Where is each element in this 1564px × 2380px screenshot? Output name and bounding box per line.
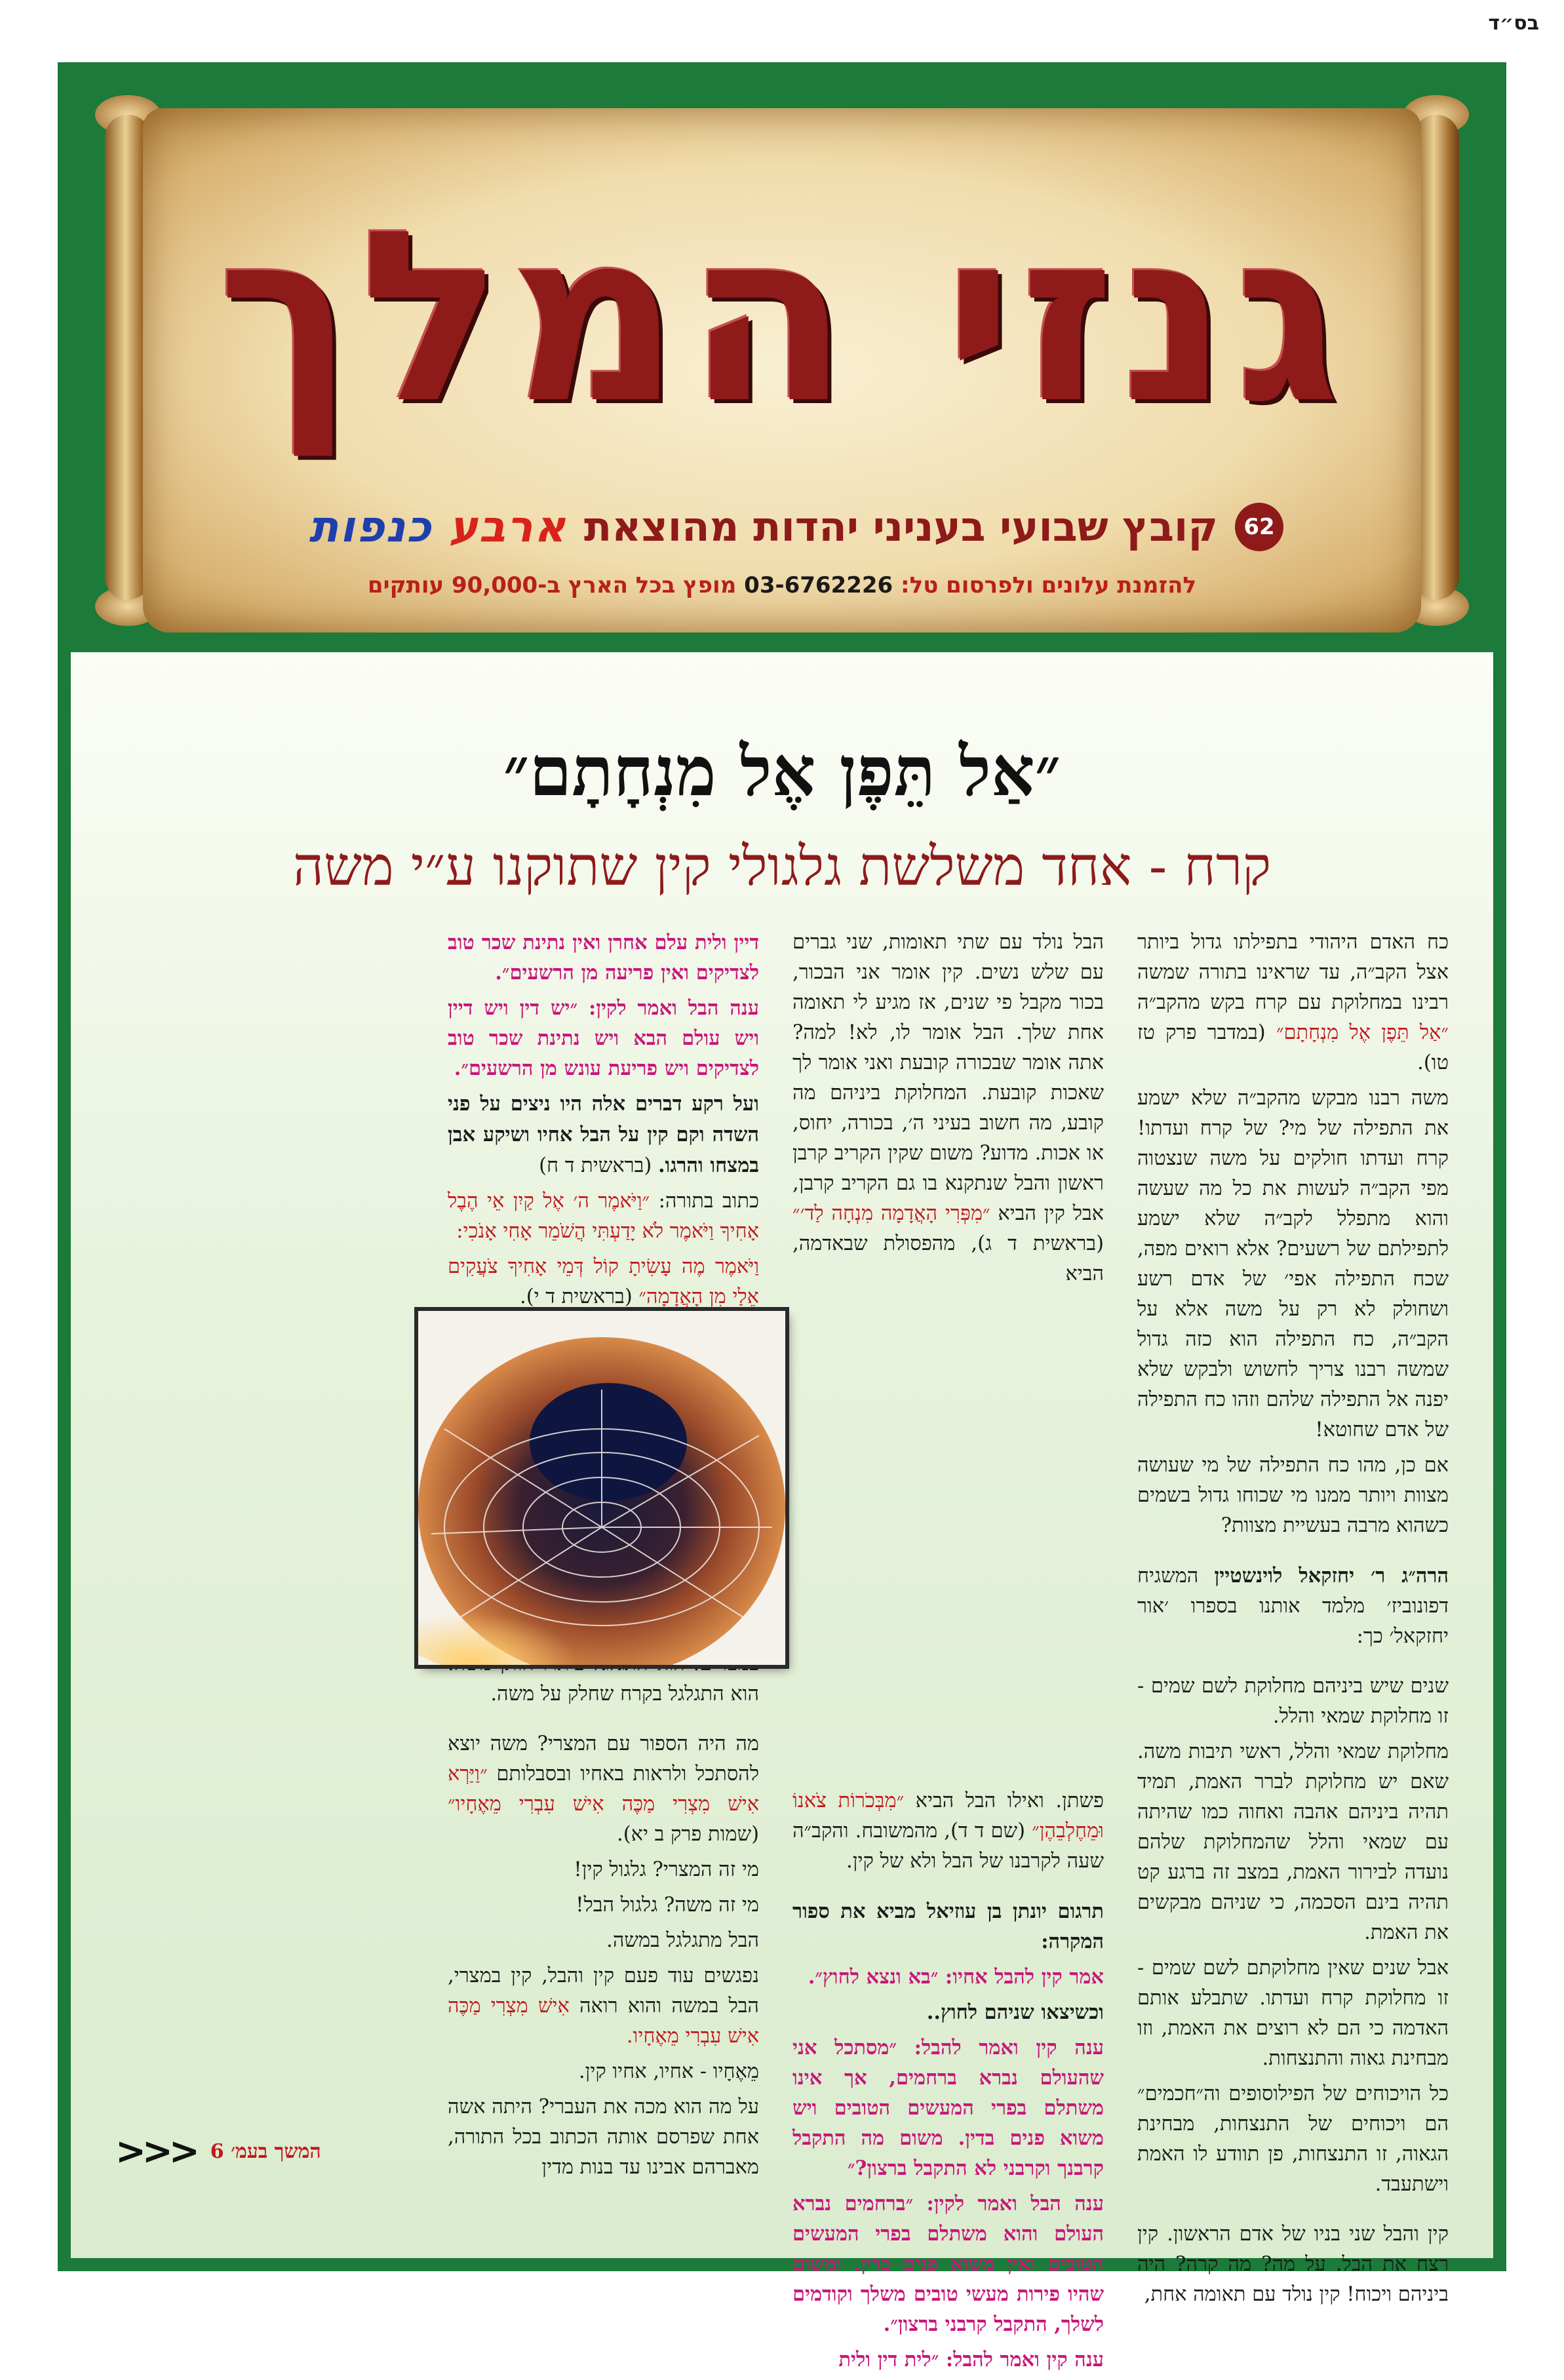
- quote: אִישׁ מִצְרִי מַכֶּה אִישׁ עִבְרִי מֵאֶחָיו.: [448, 1995, 759, 2048]
- quote: ״וַיֹּאמֶר ה׳ אֶל קַיִן אֵי הֶבֶל אָחִיךָ וַיֹּאמֶר לֹא יָדַעְתִּי הֲשֹׁמֵר אָחִי אָנֹכִי:: [448, 1190, 759, 1243]
- paragraph: ענה הבל ואמר לקין: ״יש דין ויש דיין ויש עולם הבא ויש נתינת שכר טוב לצדיקים ויש פריעת עונש מן הרשעים״.: [448, 996, 759, 1080]
- citation: (בראשית ד י).: [520, 1285, 633, 1308]
- text-run: כתוב בתורה:: [658, 1190, 759, 1213]
- paragraph: על מה הוא מכה את העברי? היתה אשה אחת שפרסם אותה הכתוב בכל התורה, מאברהם אבינו עד בנות מדין: [448, 2096, 759, 2179]
- text-run: הבל נולד עם שתי תאומות, שני גברים עם שלש נשים. קין אומר אני הבכור, בכור מקבל פי שנים, אז מגיע לי תאומה אחת שלך. הבל אומר לו, לא! למה? אתה אומר שבכורה קובעת ואני אומר לך שאכות קובעת. המחלוקת ביניהם מה קובע, מה חשוב בעיני ה׳, בכורה, יחוס, או אכות. מדוע? משום שקין הקריב קרבן ראשון והבל שנתקנא בו גם הקריב קרבן, אבל קין הביא: [792, 931, 1104, 1225]
- distribution-text: מופץ בכל הארץ ב-90,000 עותקים: [367, 572, 737, 598]
- paragraph: מחלוקת שמאי והלל, ראשי תיבות משה. שאם יש מחלוקת לברר האמת, תמיד תהיה ביניהם אהבה ואחוה כמו שהיתה עם שמאי והלל שהמחלוקת שלהם נועדה לבירור האמת, במצב זה ברגע קט תהיה בינם הסכמה, כי שניהם מבקשים את האמת.: [1137, 1740, 1449, 1944]
- continued-text[interactable]: המשך בעמ׳ 6: [210, 2140, 321, 2163]
- text-run: פשתן. ואילו הבל הביא: [915, 1789, 1104, 1812]
- paragraph: [448, 1252, 759, 1312]
- quote: ״אַל תֵּפֶן אֶל מִנְחָתָם״: [1276, 1021, 1449, 1044]
- contact-phone: 03-6762226: [744, 572, 893, 598]
- paragraph: הוא התגלגל בקרח שחלק על משה.: [490, 1683, 759, 1706]
- citation: (במדבר פרק טז טו).: [1137, 1021, 1449, 1074]
- paragraph: שנים שיש ביניהם מחלוקת לשם שמים - זו מחלוקת שמאי והלל.: [1137, 1675, 1449, 1728]
- article-column-2: [792, 927, 1104, 2380]
- article-panel: [71, 652, 1493, 2371]
- continued-indicator[interactable]: [115, 2130, 321, 2173]
- paragraph: [448, 1961, 759, 2052]
- rabbi-name: הרה״ג ר׳ יחזקאל לוינשטיין: [1214, 1564, 1449, 1588]
- publisher-logo-part-b: כנפות: [309, 501, 433, 552]
- publisher-logo-part-a: ארבע: [448, 501, 567, 552]
- masthead: [71, 69, 1493, 652]
- continue-arrows-icon: <<<: [115, 2130, 196, 2173]
- quote: ״מִבְּכֹרוֹת צֹאנוֹ וּמֵחֶלְבֵהֶן״: [792, 1789, 1104, 1843]
- paragraph: קין והבל שני בניו של אדם הראשון. קין רצח את הבל. על מה? מה קרה? היה ביניהם ויכוח! קין נולד עם תאומה אחת,: [1137, 2223, 1449, 2306]
- paragraph: [792, 1786, 1104, 1877]
- paragraph: [1137, 927, 1449, 1078]
- masthead-title: גנזי המלך: [217, 180, 1347, 455]
- paragraph: ענה קין ואמר להבל: ״לית דין ולית: [838, 2348, 1104, 2371]
- paragraph: תרגום יונתן בן עוזיאל מביא את ספור המקרה:: [792, 1900, 1104, 1953]
- paragraph: הבל מתגלגל במשה.: [606, 1929, 759, 1952]
- paragraph: מי זה המצרי? גלגול קין!: [574, 1858, 759, 1881]
- article-headline: ״אַל תֵּפֶן אֶל מִנְחָתָם״: [503, 731, 1061, 811]
- text-run: כח האדם היהודי בתפילתו גדול ביותר אצל הקב״ה, עד שראינו בתורה שמשה רבינו במחלוקת עם קרח בקש מהקב״ה: [1137, 931, 1449, 1014]
- paragraph: כל הויכוחים של הפילוסופים וה״חכמים״ הם ויכוחים של התנצחות, מבחינת הגאוה, זו התנצחות, פן תוודע לו האמת וישתעבד.: [1137, 2082, 1449, 2196]
- contact-order-text: להזמנת עלונים ולפרסום טל:: [901, 572, 1197, 598]
- well-illustration: [418, 1311, 785, 1665]
- paragraph: ענה קין ואמר להבל: ״מסתכל אני שהעולם נברא ברחמים, אך אינו משתלם בפרי המעשים הטובים ויש משוא פנים בדין. משום מה התקבל קרבנך וקרבני לא התקבל ברצון?״: [792, 2036, 1104, 2180]
- paragraph: [792, 927, 1104, 1289]
- page-frame: [58, 62, 1506, 2371]
- quote: ״מִפְּרִי הָאֲדָמָה מִנְחָה לַד׳״: [792, 1202, 990, 1225]
- citation: (בראשית ד ח): [539, 1154, 652, 1177]
- text-run: המשגיח דפונוביז׳ מלמד אותנו בספרו ׳אור יחזקאל׳ כך:: [1137, 1565, 1449, 1648]
- paragraph: [448, 1729, 759, 1850]
- paragraph: מֵאֶחָיו - אחיו, אחיו קין.: [578, 2060, 759, 2083]
- paragraph: דיין ולית עלם אחרן ואין נתינת שכר טוב לצדיקים ואין פריעה מן הרשעים״.: [448, 931, 759, 985]
- paragraph: משה רבנו מבקש מהקב״ה שלא ישמע את התפילה של מי? של קרח ועדתו! קרח ועדתו חולקים על משה שנצטוה מפי הקב״ה לעשות את כל מה שעשה והוא מתפלל לקב״ה שלא ישמע לתפילתם של רשעים? אלא רואים מפה, שכח התפילה אפי׳ של אדם רשע ושחולק לא רק על משה אלא על הקב״ה, כח התפילה הוא כזה גדול שמשה רבנו צריך לחשוש ולבקש שלא יפנה אל התפילה שלהם וזהו כח התפילה של אדם שחוטא!: [1137, 1087, 1449, 1441]
- masthead-subtitle-row: [309, 501, 1283, 552]
- masthead-subtitle: קובץ שבועי בעניני יהדות מהוצאת: [583, 503, 1218, 551]
- paragraph: אמר קין להבל אחיו: ״בא ונצא לחוץ״.: [808, 1965, 1104, 1989]
- page-label: בס״ד: [1488, 12, 1539, 35]
- scroll-parchment: [143, 108, 1421, 633]
- paragraph: אבל שנים שאין מחלוקתם לשם שמים - זו מחלוקת קרח ועדתו. שתבלע אותם האדמה כי הם לא רוצים את האמת, וזו מבחינת גאוה והתנצחות.: [1137, 1957, 1449, 2070]
- text-run: נפגשים עוד פעם קין והבל, קין במצרי, הבל במשה והוא רואה: [448, 1964, 759, 2018]
- quote: וַיֹּאמֶר מֶה עָשִׂיתָ קוֹל דְּמֵי אָחִיךָ צֹעֲקִים אֵלַי מִן הָאֲדָמָה״: [448, 1255, 759, 1308]
- text-run: מה היה הספור עם המצרי? משה יוצא להסתכל ולראות באחיו ובסבלותם: [448, 1732, 759, 1785]
- paragraph: וכשיצאו שניהם לחוץ..: [926, 2000, 1104, 2024]
- paragraph: [1137, 1561, 1449, 1652]
- paragraph: ענה הבל ואמר לקין: ״ברחמים נברא העולם והוא משתלם בפרי המעשים הטובים ואין משוא פנים בדין. ומשום שהיו פירות מעשי טובים משלך וקודמים לשלך, התקבל קרבני ברצון״.: [792, 2192, 1104, 2336]
- photo-spacer: [792, 1295, 1104, 1786]
- well-spiderweb-photo: [418, 1311, 785, 1665]
- citation: (בראשית ד ג), מהפסולת שבאדמה, הביא: [792, 1232, 1104, 1285]
- paragraph: [448, 1089, 759, 1181]
- publisher-logo: [309, 501, 566, 552]
- paragraph: מי זה משה? גלגול הבל!: [576, 1894, 759, 1917]
- paragraph: [448, 1186, 759, 1247]
- article-subheadline: קרח - אחד משלשת גלגולי קין שתוקנו ע״י משה: [292, 836, 1272, 898]
- issue-number-badge: 62: [1235, 503, 1283, 551]
- article-column-1: [1137, 927, 1449, 2315]
- contact-line: [143, 572, 1421, 598]
- text-run: (שם ד ד), מהמשובח. והקב״ה שעה לקרבנו של הבל ולא של קין.: [792, 1820, 1104, 1873]
- paragraph: אם כן, מהו כח התפילה של מי שעושה מצוות ויותר ממנו מי שכוחו גדול בשמים כשהוא מרבה בעשיית מצוות?: [1137, 1454, 1449, 1537]
- text-run: ועל רקע דברים אלה היו ניצים על פני השדה וקם קין על הבל אחיו ושיקע אבן במצחו והרגו.: [448, 1092, 759, 1177]
- citation: (שמות פרק ב יא).: [617, 1823, 759, 1846]
- quote: ״וַיַּרְא אִישׁ מִצְרִי מַכֶּה אִישׁ עִבְרִי מֵאֶחָיו״: [448, 1763, 759, 1816]
